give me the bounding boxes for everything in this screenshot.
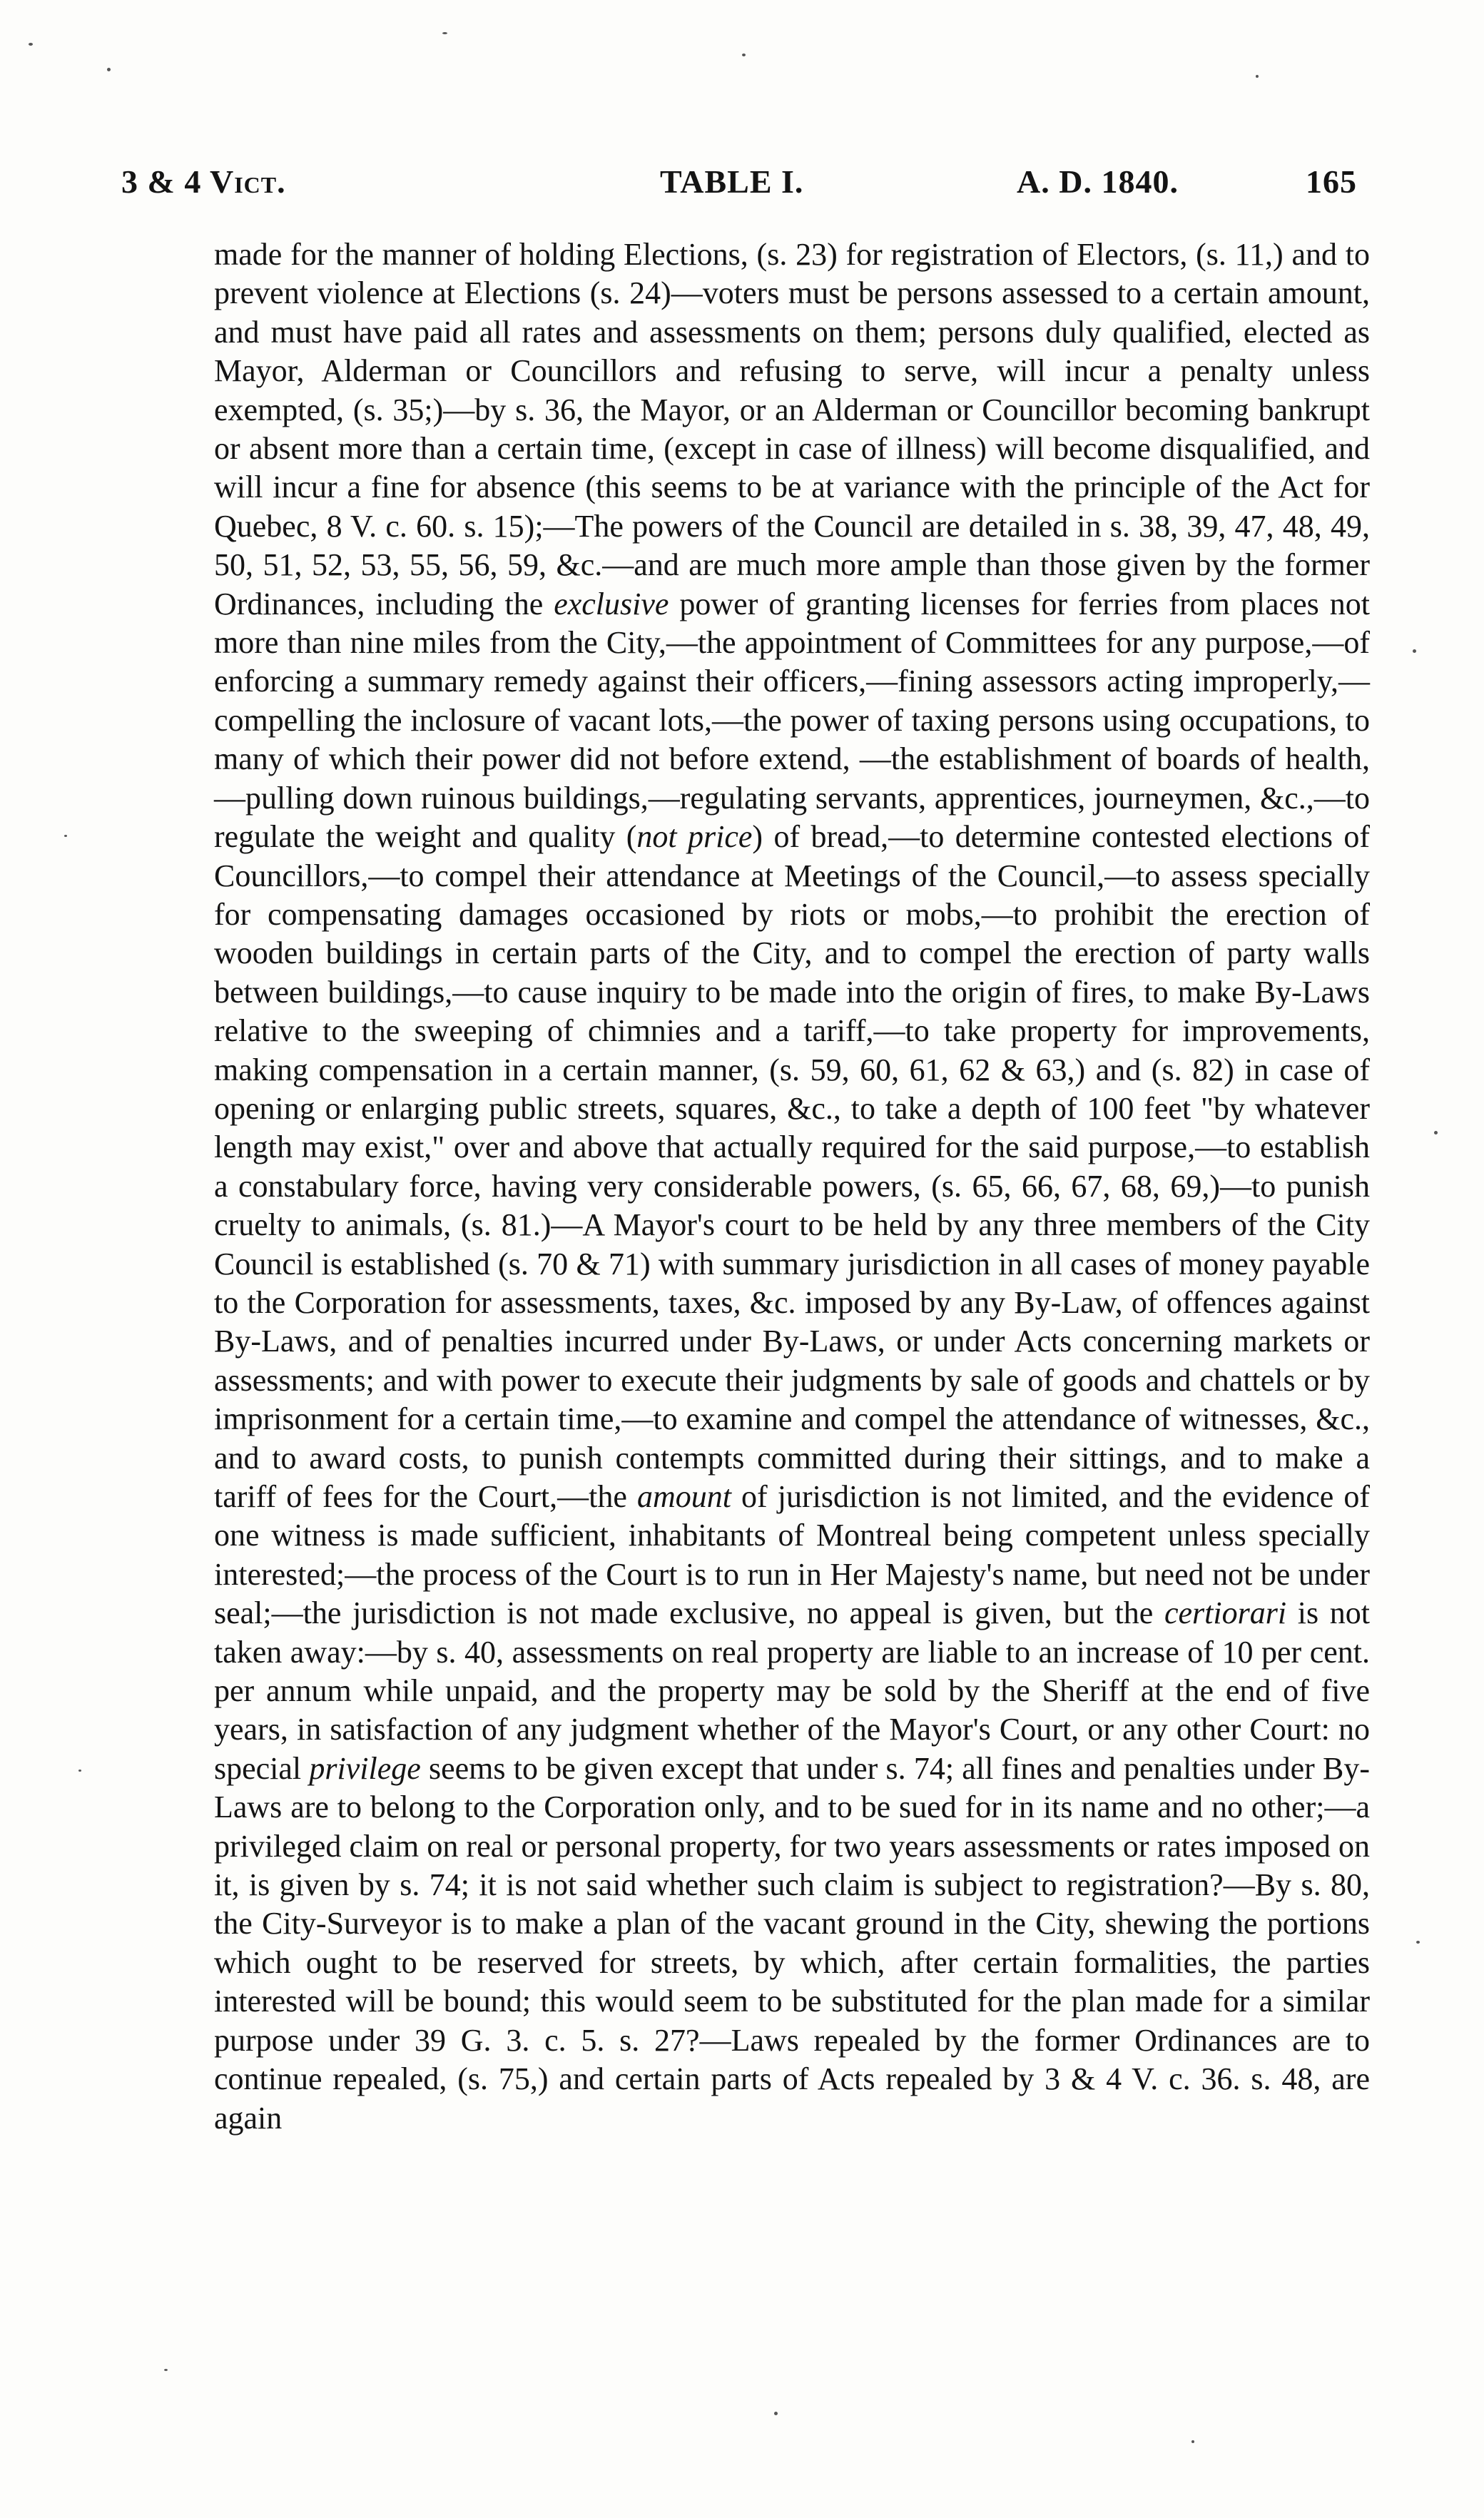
scan-speck xyxy=(1416,1941,1420,1944)
scan-speck xyxy=(78,1770,81,1772)
scan-speck xyxy=(742,54,746,56)
text-segment: seems to be given except that under s. 74; all fines and penalties under By-Laws are to belong to the Corporation only, and to be sued for in its name and no other;—a privileged claim on real or personal property, for two years assessments or rates imposed on it, is given by s. 74; it is not said whether such claim is subject to registration?—By s. 80, the City-Surveyor is to make a plan of the vacant ground in the City, shewing the portions which ought to be reserved for streets, by which, after certain formalities, the parties interested will be bound; this would seem to be substituted for the plan made for a similar purpose under 39 G. 3. c. 5. s. 27?—Laws repealed by the former Ordinances are to continue repealed, (s. 75,) and certain parts of Acts repealed by 3 & 4 V. c. 36. s. 48, are again xyxy=(214,1750,1370,2136)
scan-speck xyxy=(1191,2440,1194,2443)
italic-term: certiorari xyxy=(1164,1595,1287,1631)
text-segment: ) of bread,—to determine contested elections of Councillors,—to compel their attendance at Meetings of the Council,—to assess specially for compensating damages occasioned by riots or mobs,—to prohibit the erection of wooden buildings in certain parts of the City, and to compel the erection of party walls between buildings,—to cause inquiry to be made into the origin of fires, to make By-Laws relative to the sweeping of chimnies and a tariff,—to take property for improvements, making compensation in a certain manner, (s. 59, 60, 61, 62 & 63,) and (s. 82) in case of opening or enlarging public streets, squares, &c., to take a depth of 100 feet "by whatever length may exist," over and above that actually required for the said purpose,—to establish a constabulary force, having very considerable powers, (s. 65, 66, 67, 68, 69,)—to punish cruelty to animals, (s. 81.)—A Mayor's court to be held by any three members of the City Council is established (s. 70 & 71) with summary jurisdiction in all cases of money payable to the Corporation for assessments, taxes, &c. imposed by any By-Law, of offences against By-Laws, and of penalties incurred under By-Laws, or under Acts concerning markets or assessments; and with power to execute their judgments by sale of goods and chattels or by imprisonment for a certain time,—to examine and compel the attendance of witnesses, &c., and to award costs, to punish contempts committed during their sittings, and to make a tariff of fees for the Court,—the xyxy=(214,819,1370,1514)
scan-speck xyxy=(442,32,447,34)
italic-term: not price xyxy=(636,819,753,855)
page-number: 165 xyxy=(1306,163,1357,200)
scan-speck xyxy=(64,835,67,837)
body-paragraph xyxy=(214,235,1370,2138)
header-year: A. D. 1840. xyxy=(1017,163,1179,200)
scan-speck xyxy=(1256,75,1259,78)
italic-term: amount xyxy=(636,1479,731,1514)
header-statute: 3 & 4 Vict. xyxy=(121,163,286,200)
italic-term: privilege xyxy=(309,1750,421,1786)
scan-speck xyxy=(774,2412,778,2415)
scan-speck xyxy=(1434,1131,1438,1134)
header-table-title: TABLE I. xyxy=(660,163,804,200)
text-segment: made for the manner of holding Elections, (s. 23) for registration of Electors, (s. 11,) and to prevent violence at Elections (s. 24)—voters must be persons assessed to a certain amount, and must have paid all rates and assessments on them; persons duly qualified, elected as Mayor, Alderman or Councillors and refusing to serve, will incur a penalty unless exempted, (s. 35;)—by s. 36, the Mayor, or an Alderman or Councillor becoming bankrupt or absent more than a certain time, (except in case of illness) will become disqualified, and will incur a fine for absence (this seems to be at variance with the principle of the Act for Quebec, 8 V. c. 60. s. 15);—The powers of the Council are detailed in s. 38, 39, 47, 48, 49, 50, 51, 52, 53, 55, 56, 59, &c.—and are much more ample than those given by the former Ordinances, including the xyxy=(214,237,1370,621)
text-segment: of jurisdiction is not limited, and the evidence of one witness is made sufficient, inhabitants of Montreal being competent unless specially interested;—the process of the Court is to run in Her Majesty's name, but need not be under seal;—the jurisdiction is not made exclusive, no appeal is given, but the xyxy=(214,1479,1371,1631)
running-header xyxy=(121,163,1384,213)
scan-speck xyxy=(164,2369,168,2371)
scan-speck xyxy=(1413,649,1416,653)
scan-speck xyxy=(29,43,33,46)
text-segment: is not taken away:—by s. 40, assessments on real property are liable to an increase of 10 per cent. per annum while unpaid, and the property may be sold by the Sheriff at the end of five years, in satisfaction of any judgment whether of the Mayor's Court, or any other Court: no special xyxy=(214,1595,1370,1786)
italic-term: exclusive xyxy=(554,586,669,621)
scan-speck xyxy=(107,68,111,71)
text-segment: power of granting licenses for ferries from places not more than nine miles from the City,—the appointment of Committees for any purpose,—of enforcing a summary remedy against their officers,—fining assessors acting improperly,—compelling the inclosure of vacant lots,—the power of taxing persons using occupations, to many of which their power did not before extend, —the establishment of boards of health,—pulling down ruinous buildings,—regulating servants, apprentices, journeymen, &c.,—to regulate the weight and quality ( xyxy=(214,586,1370,855)
